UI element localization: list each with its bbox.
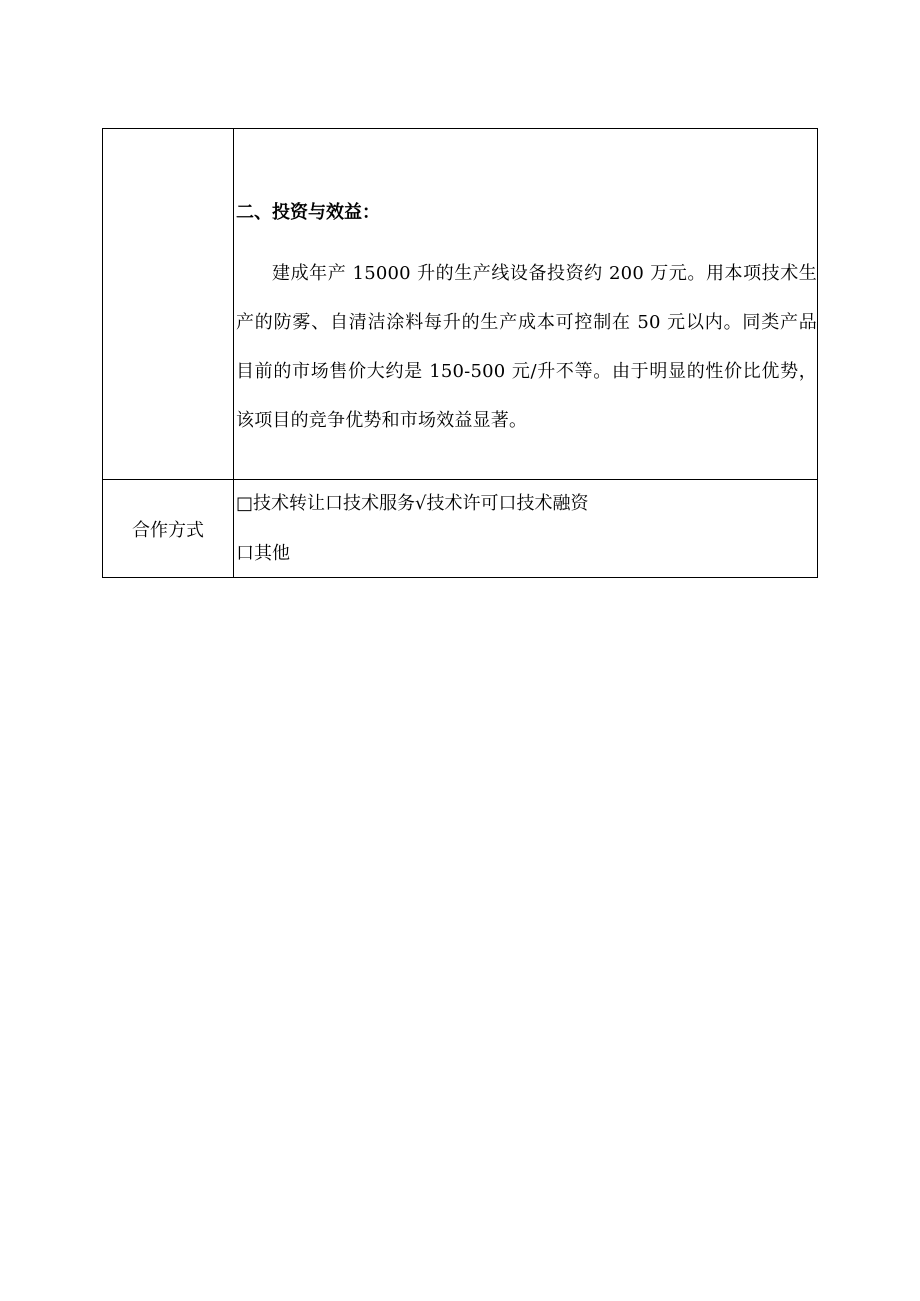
cooperation-options-line-1: □技术转让口技术服务√技术许可口技术融资 — [236, 493, 589, 514]
investment-content-cell — [234, 129, 818, 480]
cooperation-label: 合作方式 — [103, 480, 234, 578]
project-info-table — [102, 128, 818, 578]
cooperation-options-line-2: 口其他 — [236, 543, 290, 564]
cooperation-options-cell — [234, 480, 818, 578]
investment-heading: 二、投资与效益： — [236, 202, 380, 223]
investment-body-text: 建成年产 15000 升的生产线设备投资约 200 万元。用本项技术生产的防雾、自清洁涂料每升的生产成本可控制在 50 元以内。同类产品目前的市场售价大约是 150-500 元/升不等。由于明显的性价比优势，该项目的竞争优势和市场效益显著。 — [236, 263, 817, 431]
investment-label-cell — [103, 129, 234, 480]
investment-row — [103, 129, 818, 480]
cooperation-row — [103, 480, 818, 578]
